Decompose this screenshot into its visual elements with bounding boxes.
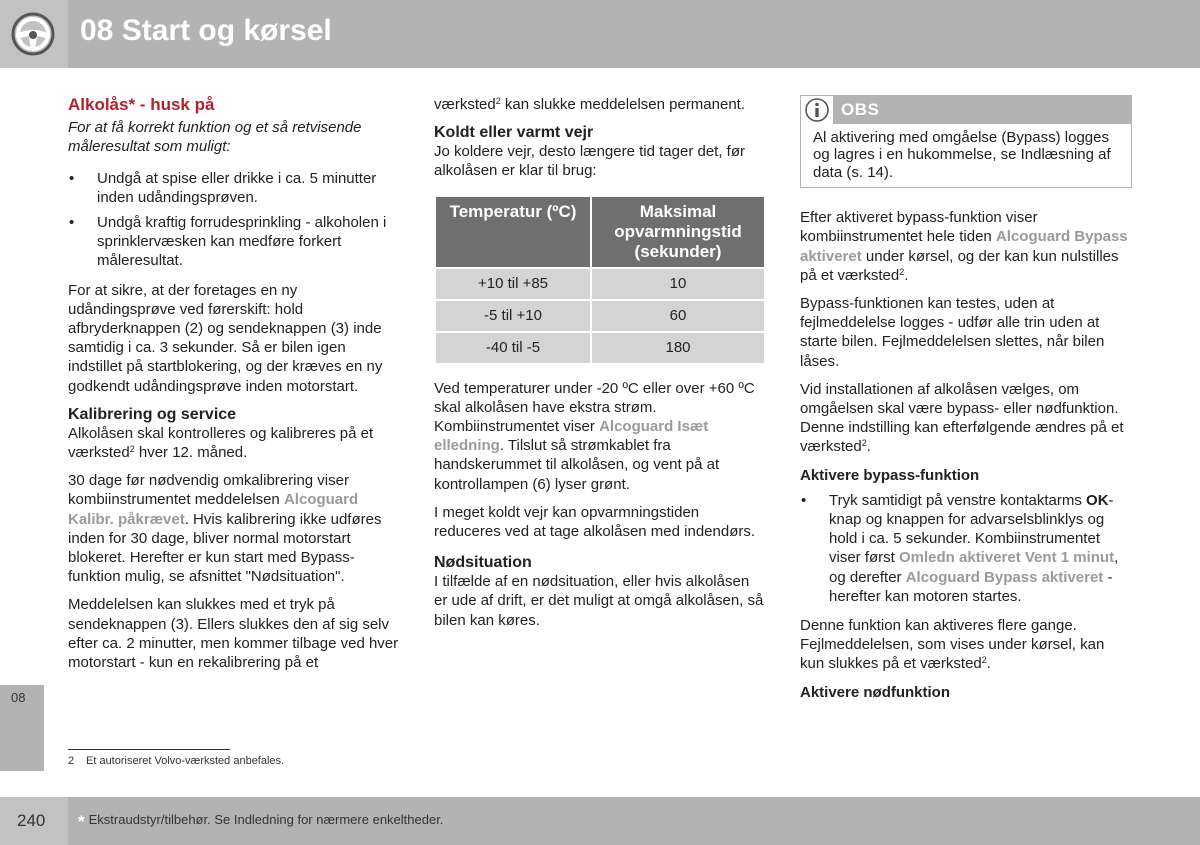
list-item: • Tryk samtidigt på venstre kontaktarms OK-knap og knappen for advarselsblinklys og hold i ca. 5 sekunder. Kombiinstrumentet viser først Omledn aktiveret Vent 1 minut, og derefter Alcoguard Bypass aktiveret - herefter kan motoren startes. xyxy=(800,491,1132,606)
page-number: 240 xyxy=(17,811,46,830)
chapter-title: 08 Start og kørsel xyxy=(80,14,332,47)
display-message: Alcoguard Bypass aktiveret xyxy=(905,568,1104,586)
header-icon-box xyxy=(0,0,68,68)
section-heading: Alkolås* - husk på xyxy=(68,95,215,114)
list-item: • Undgå at spise eller drikke i ca. 5 minutter inden udåndingsprøven. xyxy=(68,169,400,207)
table-cell: +10 til +85 xyxy=(435,268,591,300)
display-message: Alcoguard Bypass aktiveret xyxy=(800,228,1128,265)
note-box xyxy=(800,95,1132,188)
footnote-ref: 2 xyxy=(861,438,867,449)
table-header-cell: Temperatur (ºC) xyxy=(435,196,591,268)
paragraph: Vid installationen af alkolåsen vælges, om omgåelsen skal være bypass- eller nødfunktion. Denne indstilling kan efterfølgende ændres på et værksted$^2$. xyxy=(800,380,1124,456)
asterisk-icon: * xyxy=(78,812,85,831)
paragraph: For at sikre, at der foretages en ny udåndingsprøve ved førerskift: hold afbryderknappen (2) og sendeknappen (3) inde samtidig i ca. 3 sekunder. Så er bilen igen indstillet på startblokering, og der kræves en ny godkendt udåndingsprøve inden motorstart. xyxy=(68,281,383,395)
table-header-cell: Maksimal opvarmningstid (sekunder) xyxy=(591,196,765,268)
page-header xyxy=(0,0,1200,68)
display-message: Alcoguard Isæt elledning xyxy=(434,418,709,455)
warmup-table xyxy=(434,195,766,365)
paragraph: Jo koldere vejr, desto længere tid tager det, før alkolåsen er klar til brug: xyxy=(434,143,745,180)
table-row xyxy=(435,268,765,300)
note-text: Al aktivering med omgåelse (Bypass) logges og lagres i en hukommelse, se Indlæsning af data (s. 14). xyxy=(813,129,1111,181)
sub-heading: Kalibrering og service xyxy=(68,405,237,423)
paragraph: 30 dage før nødvendig omkalibrering viser kombiinstrumentet meddelelsen Alcoguard Kalibr. påkrævet. Hvis kalibrering ikke udføres inden for 30 dage, bliver normal motorstart blokeret. Herefter er kun start med Bypass-funktion mulig, se afsnittet "Nødsituation". xyxy=(68,472,382,586)
bullet-list xyxy=(68,169,400,271)
table-cell: 180 xyxy=(591,332,765,364)
footnote: 2 Et autoriseret Volvo-værksted anbefales. xyxy=(68,755,285,767)
footnote-ref: 2 xyxy=(981,655,987,666)
page-footer xyxy=(0,797,1200,845)
steering-wheel-icon xyxy=(10,11,56,57)
display-message: Alcoguard Kalibr. påkrævet xyxy=(68,491,359,528)
footer-note: * Ekstraudstyr/tilbehør. Se Indledning for nærmere enkeltheder. xyxy=(78,812,444,831)
footnote-ref: 2 xyxy=(495,96,501,106)
footnote-ref: 2 xyxy=(129,444,135,455)
sub-heading: Nødsituation xyxy=(434,554,532,572)
column-2 xyxy=(434,95,766,639)
sub-heading: Koldt eller varmt vejr xyxy=(434,124,594,142)
note-title: OBS xyxy=(841,100,880,119)
note-header xyxy=(801,96,1131,124)
table-cell: -40 til -5 xyxy=(435,332,591,364)
paragraph: Bypass-funktionen kan testes, uden at fejlmeddelelse logges - udfør alle trin uden at starte bilen. Fejlmeddelelsen slettes, når bilen låses. xyxy=(800,295,1105,370)
table-header-row xyxy=(435,196,765,268)
chapter-side-tab xyxy=(0,685,44,771)
table-row xyxy=(435,300,765,332)
paragraph: Denne funktion kan aktiveres flere gange. Fejlmeddelelsen, som vises under kørsel, kan kun slukkes på et værksted$^2$. xyxy=(800,617,1105,673)
table-cell: 60 xyxy=(591,300,765,332)
table-row xyxy=(435,332,765,364)
footnote-divider xyxy=(68,749,230,750)
list-item: • Undgå kraftig forrudesprinkling - alkoholen i sprinklervæsken kan medføre forkert måleresultat. xyxy=(68,213,400,271)
intro-text: For at få korrekt funktion og et så retvisende måleresultat som muligt: xyxy=(68,119,362,156)
sub-heading: Aktivere bypass-funktion xyxy=(800,466,980,484)
column-1 xyxy=(68,95,400,681)
table-cell: 10 xyxy=(591,268,765,300)
paragraph: Alkolåsen skal kontrolleres og kalibreres på et værksted$^2$ hver 12. måned. xyxy=(68,424,374,462)
display-message: Omledn aktiveret Vent 1 minut xyxy=(899,549,1115,567)
paragraph: I meget koldt vejr kan opvarmningstiden reduceres ved at tage alkolåsen med indendørs. xyxy=(434,503,756,541)
sub-heading: Aktivere nødfunktion xyxy=(800,683,951,701)
info-icon xyxy=(805,98,829,122)
bullet-list xyxy=(800,491,1132,606)
paragraph: værksted$^2$ kan slukke meddelelsen permanent. xyxy=(434,96,746,113)
side-tab-label: 08 xyxy=(11,690,26,705)
paragraph: Efter aktiveret bypass-funktion viser kombiinstrumentet hele tiden Alcoguard Bypass aktiveret under kørsel, og der kan kun nulstilles på et værksted$^2$. xyxy=(800,209,1128,284)
footnote-ref: 2 xyxy=(899,266,905,277)
column-3 xyxy=(800,95,1132,708)
paragraph: Ved temperaturer under -20 ºC eller over +60 ºC skal alkolåsen have ekstra strøm. Kombiinstrumentet viser Alcoguard Isæt elledning. Tilslut så strømkablet fra handskerummet til alkolåsen, og vent på at kontrollampen (6) lyser grønt. xyxy=(434,379,755,493)
button-name: OK xyxy=(1086,491,1109,509)
table-cell: -5 til +10 xyxy=(435,300,591,332)
paragraph: Meddelelsen kan slukkes med et tryk på sendeknappen (3). Ellers slukkes den af sig selv efter ca. 2 minutter, men kommer tilbage ved hver motorstart - kun en rekalibrering på et xyxy=(68,596,399,672)
paragraph: I tilfælde af en nødsituation, eller hvis alkolåsen er ude af drift, er det muligt at omgå alkolåsen, så bilen kan køres. xyxy=(434,573,764,629)
